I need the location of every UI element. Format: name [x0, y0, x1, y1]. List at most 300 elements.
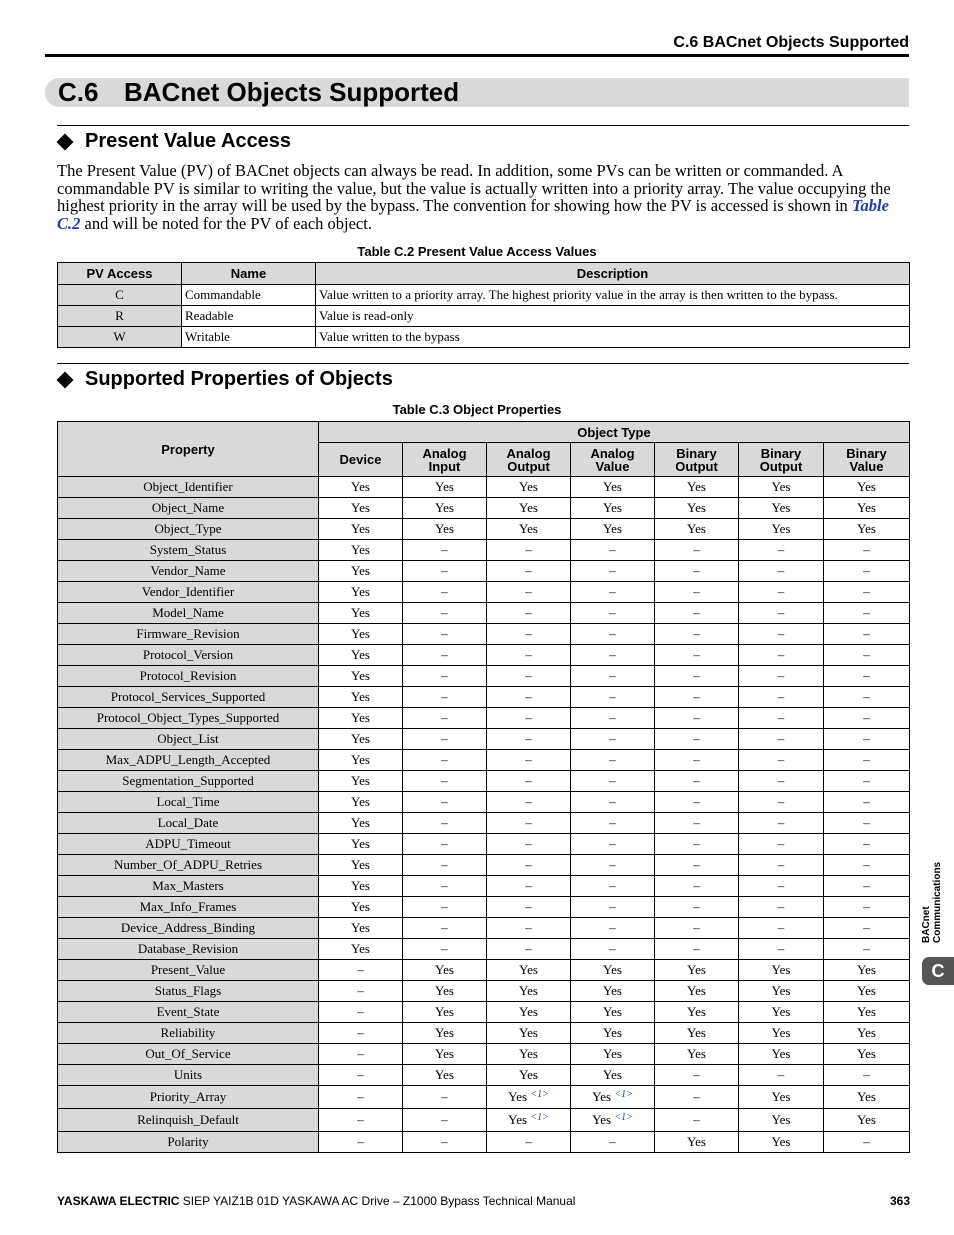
support-cell: –	[571, 897, 655, 918]
support-cell: Yes	[571, 1002, 655, 1023]
support-cell: –	[487, 1132, 571, 1153]
support-cell: –	[571, 666, 655, 687]
support-cell: Yes	[571, 960, 655, 981]
support-cell: –	[824, 939, 910, 960]
footnote-link[interactable]: <1>	[530, 1089, 549, 1100]
support-cell: Yes	[487, 960, 571, 981]
section-heading-properties	[56, 368, 393, 391]
support-cell: –	[487, 855, 571, 876]
column-header-line: Value	[849, 458, 884, 474]
support-cell: –	[655, 708, 739, 729]
property-header: Property	[58, 422, 319, 477]
property-name-cell: Reliability	[58, 1023, 319, 1044]
support-cell: Yes	[403, 960, 487, 981]
support-cell: –	[824, 561, 910, 582]
support-cell: –	[487, 834, 571, 855]
table-caption: Table C.3 Object Properties	[392, 402, 562, 417]
support-cell: –	[824, 813, 910, 834]
support-cell	[487, 1086, 571, 1109]
column-header-line: Binary	[676, 445, 717, 461]
support-cell: –	[739, 897, 824, 918]
footer-brand: YASKAWA ELECTRIC	[57, 1194, 180, 1208]
support-cell: –	[403, 1086, 487, 1109]
support-cell: –	[655, 834, 739, 855]
support-cell: Yes	[487, 1044, 571, 1065]
property-name-cell: Max_Info_Frames	[58, 897, 319, 918]
support-cell: –	[739, 1065, 824, 1086]
support-cell: –	[824, 708, 910, 729]
section-heading-pv-access	[56, 130, 291, 153]
support-cell: –	[571, 834, 655, 855]
page-number: 363	[889, 1194, 910, 1208]
support-cell: –	[739, 561, 824, 582]
column-header-line: Output	[675, 458, 718, 474]
table-row	[58, 687, 910, 708]
table-row	[58, 519, 910, 540]
table-row	[58, 498, 910, 519]
support-cell: –	[739, 750, 824, 771]
support-cell: –	[487, 792, 571, 813]
support-cell: Yes	[655, 981, 739, 1002]
support-cell: –	[319, 960, 403, 981]
property-name-cell: Local_Time	[58, 792, 319, 813]
support-cell: –	[739, 771, 824, 792]
table-header: Name	[182, 263, 316, 285]
support-cell: –	[655, 729, 739, 750]
support-cell: –	[824, 918, 910, 939]
property-name-cell: Vendor_Identifier	[58, 582, 319, 603]
property-name-cell: Firmware_Revision	[58, 624, 319, 645]
column-header-line: Output	[507, 458, 550, 474]
support-cell: –	[655, 561, 739, 582]
support-cell: Yes	[319, 519, 403, 540]
support-value: Yes	[592, 1089, 615, 1104]
support-cell: Yes	[487, 981, 571, 1002]
section-rule	[57, 363, 909, 364]
support-cell: Yes	[655, 1023, 739, 1044]
property-name-cell: Max_ADPU_Length_Accepted	[58, 750, 319, 771]
property-name-cell: Number_Of_ADPU_Retries	[58, 855, 319, 876]
table-row	[58, 792, 910, 813]
support-cell: –	[655, 1065, 739, 1086]
footnote-link[interactable]: <1>	[530, 1112, 549, 1123]
support-cell: –	[824, 834, 910, 855]
support-cell: Yes	[571, 477, 655, 498]
support-cell: Yes	[739, 960, 824, 981]
property-name-cell: Vendor_Name	[58, 561, 319, 582]
support-cell: –	[824, 540, 910, 561]
property-name-cell: Local_Date	[58, 813, 319, 834]
support-cell: –	[655, 540, 739, 561]
support-cell: Yes	[571, 981, 655, 1002]
object-type-column-header	[319, 443, 403, 477]
support-cell: Yes	[824, 1109, 910, 1132]
support-cell: –	[655, 813, 739, 834]
support-cell: –	[487, 897, 571, 918]
table-cell: Value is read-only	[316, 306, 910, 327]
column-header-line: Analog	[422, 445, 467, 461]
support-cell: Yes	[319, 477, 403, 498]
property-name-cell: Relinquish_Default	[58, 1109, 319, 1132]
support-cell: –	[403, 708, 487, 729]
support-cell: –	[824, 855, 910, 876]
support-cell: –	[571, 792, 655, 813]
support-cell: Yes	[319, 624, 403, 645]
column-header-line: Value	[595, 458, 630, 474]
support-cell: –	[739, 687, 824, 708]
support-cell: Yes	[739, 1002, 824, 1023]
support-cell: –	[824, 624, 910, 645]
support-cell: Yes	[824, 981, 910, 1002]
pv-access-table	[57, 262, 910, 348]
object-type-column-header	[739, 443, 824, 477]
table-row	[58, 1002, 910, 1023]
support-cell: –	[403, 897, 487, 918]
table-row	[58, 603, 910, 624]
support-cell: –	[571, 918, 655, 939]
footnote-link[interactable]: <1>	[614, 1112, 633, 1123]
support-cell: –	[824, 792, 910, 813]
column-header-line: Input	[428, 458, 461, 474]
support-cell: Yes	[403, 981, 487, 1002]
support-cell: Yes	[403, 519, 487, 540]
support-cell: –	[319, 1002, 403, 1023]
support-cell: –	[824, 687, 910, 708]
support-cell: Yes	[319, 708, 403, 729]
running-header: C.6 BACnet Objects Supported	[673, 34, 909, 51]
section-rule	[57, 125, 909, 126]
table-row	[58, 561, 910, 582]
chapter-tab[interactable]: C	[922, 957, 954, 985]
support-cell: –	[403, 771, 487, 792]
support-cell: Yes	[319, 897, 403, 918]
support-cell: –	[655, 897, 739, 918]
intro-paragraph	[57, 162, 909, 232]
support-cell: –	[571, 729, 655, 750]
support-cell	[571, 1109, 655, 1132]
support-cell: Yes	[319, 645, 403, 666]
table-cell: W	[58, 327, 182, 348]
support-cell: –	[487, 666, 571, 687]
support-cell: –	[403, 750, 487, 771]
support-cell: –	[824, 1065, 910, 1086]
table-row	[58, 1132, 910, 1153]
support-cell: –	[487, 729, 571, 750]
column-header-line: Analog	[506, 445, 551, 461]
support-cell: –	[655, 624, 739, 645]
table-row	[58, 939, 910, 960]
table-row	[58, 666, 910, 687]
property-name-cell: Present_Value	[58, 960, 319, 981]
table-row	[58, 477, 910, 498]
support-cell: Yes	[319, 855, 403, 876]
column-header-line: Binary	[760, 445, 802, 461]
support-cell: –	[487, 813, 571, 834]
object-properties-table	[57, 421, 910, 1153]
property-name-cell: Protocol_Services_Supported	[58, 687, 319, 708]
support-cell: –	[739, 708, 824, 729]
support-cell: –	[655, 771, 739, 792]
support-cell: Yes	[655, 477, 739, 498]
table-row	[58, 708, 910, 729]
support-cell: –	[739, 834, 824, 855]
table-row	[58, 855, 910, 876]
footer-text: SIEP YAIZ1B 01D YASKAWA AC Drive – Z1000 Bypass Technical Manual	[179, 1194, 576, 1208]
support-cell: –	[487, 687, 571, 708]
support-cell: –	[655, 750, 739, 771]
support-cell: –	[403, 939, 487, 960]
support-cell: –	[403, 1132, 487, 1153]
table-cell: Readable	[182, 306, 316, 327]
table-cell: Commandable	[182, 285, 316, 306]
support-cell: –	[655, 876, 739, 897]
support-cell: Yes	[655, 960, 739, 981]
support-cell: –	[739, 645, 824, 666]
property-name-cell: Object_Identifier	[58, 477, 319, 498]
support-cell: –	[655, 1086, 739, 1109]
support-cell: –	[739, 813, 824, 834]
support-cell: Yes	[739, 498, 824, 519]
support-cell: Yes	[571, 519, 655, 540]
support-cell: –	[571, 771, 655, 792]
table-row	[58, 813, 910, 834]
object-type-column-header	[487, 443, 571, 477]
table-row	[58, 306, 910, 327]
support-cell: –	[487, 645, 571, 666]
support-cell: –	[824, 645, 910, 666]
support-value: Yes	[508, 1112, 531, 1127]
support-cell: Yes	[824, 1023, 910, 1044]
support-value: Yes	[592, 1112, 615, 1127]
support-cell: –	[403, 603, 487, 624]
support-cell: –	[824, 603, 910, 624]
support-cell: Yes	[319, 540, 403, 561]
paragraph-text: The Present Value (PV) of BACnet objects can always be read. In addition, some PVs can be written or commanded. A commandable PV is similar to writing the value, but the value is actually written into a priority array. The value occupying the highest priority in the array will be used by the bypass. The convention for showing how the PV is accessed is shown in	[57, 161, 891, 216]
table-cell: Value written to a priority array. The highest priority value in the array is then written to the bypass.	[316, 285, 910, 306]
support-cell: –	[319, 1109, 403, 1132]
support-cell: Yes	[319, 876, 403, 897]
support-cell: –	[403, 918, 487, 939]
side-tab-line1: BACnet	[921, 906, 932, 943]
support-cell: –	[655, 855, 739, 876]
table-row	[58, 582, 910, 603]
support-cell: –	[655, 939, 739, 960]
support-cell: –	[403, 540, 487, 561]
table-cell: R	[58, 306, 182, 327]
support-cell: –	[571, 624, 655, 645]
property-name-cell: Priority_Array	[58, 1086, 319, 1109]
table-row	[58, 285, 910, 306]
support-cell: –	[319, 1132, 403, 1153]
support-cell: Yes	[824, 960, 910, 981]
support-cell: –	[824, 750, 910, 771]
table-cell: C	[58, 285, 182, 306]
support-cell: –	[571, 939, 655, 960]
support-cell: –	[739, 792, 824, 813]
support-cell: –	[739, 876, 824, 897]
support-cell: –	[487, 624, 571, 645]
support-cell: –	[403, 792, 487, 813]
support-cell: –	[571, 855, 655, 876]
support-cell: –	[571, 603, 655, 624]
support-cell: Yes	[403, 1065, 487, 1086]
table-row	[58, 834, 910, 855]
support-cell: –	[403, 561, 487, 582]
support-cell: –	[824, 771, 910, 792]
column-header-line: Binary	[846, 445, 887, 461]
title-text: BACnet Objects Supported	[124, 77, 460, 107]
table-row	[58, 729, 910, 750]
property-name-cell: Polarity	[58, 1132, 319, 1153]
support-cell: Yes	[403, 1002, 487, 1023]
side-tab-line2: Communications	[932, 861, 943, 943]
support-cell: Yes	[319, 813, 403, 834]
property-name-cell: Protocol_Version	[58, 645, 319, 666]
support-cell: Yes	[319, 792, 403, 813]
support-cell: –	[739, 918, 824, 939]
support-cell: –	[487, 750, 571, 771]
property-name-cell: Object_Name	[58, 498, 319, 519]
support-cell: –	[403, 624, 487, 645]
diamond-bullet-icon	[57, 371, 74, 388]
support-cell: Yes	[824, 477, 910, 498]
support-cell: Yes	[403, 477, 487, 498]
table-row	[58, 1086, 910, 1109]
support-cell: –	[487, 771, 571, 792]
support-cell: Yes	[319, 498, 403, 519]
property-name-cell: Status_Flags	[58, 981, 319, 1002]
support-cell: Yes	[487, 1002, 571, 1023]
support-cell: Yes	[319, 771, 403, 792]
support-cell: –	[403, 645, 487, 666]
support-cell: –	[319, 1044, 403, 1065]
support-cell: Yes	[824, 1086, 910, 1109]
support-cell: –	[571, 750, 655, 771]
support-cell: Yes	[655, 1132, 739, 1153]
table-row	[58, 918, 910, 939]
support-cell: –	[487, 582, 571, 603]
table-row	[58, 960, 910, 981]
property-name-cell: Out_Of_Service	[58, 1044, 319, 1065]
section-heading-text: Supported Properties of Objects	[85, 368, 393, 390]
object-type-column-header	[403, 443, 487, 477]
table-header: Description	[316, 263, 910, 285]
support-cell: –	[824, 1132, 910, 1153]
support-cell: Yes	[319, 834, 403, 855]
support-cell: –	[739, 540, 824, 561]
table-cell: Value written to the bypass	[316, 327, 910, 348]
property-name-cell: Units	[58, 1065, 319, 1086]
support-cell: –	[739, 939, 824, 960]
title-number: C.6	[58, 77, 99, 107]
support-cell: Yes	[319, 687, 403, 708]
support-cell: Yes	[739, 519, 824, 540]
table-row	[58, 897, 910, 918]
support-cell: –	[403, 855, 487, 876]
support-cell: Yes	[739, 1132, 824, 1153]
object-type-column-header	[655, 443, 739, 477]
table-cell: Writable	[182, 327, 316, 348]
support-cell: –	[403, 876, 487, 897]
support-cell: Yes	[655, 1044, 739, 1065]
table-row	[58, 624, 910, 645]
support-cell: Yes	[319, 603, 403, 624]
table-c2-link[interactable]: Table C.2	[57, 196, 889, 233]
support-value: Yes	[508, 1089, 531, 1104]
property-name-cell: Object_List	[58, 729, 319, 750]
footnote-link[interactable]: <1>	[614, 1089, 633, 1100]
support-cell: –	[739, 624, 824, 645]
property-name-cell: Object_Type	[58, 519, 319, 540]
table-row	[58, 540, 910, 561]
support-cell: Yes	[319, 666, 403, 687]
table-caption: Table C.2 Present Value Access Values	[357, 244, 597, 259]
table-row	[58, 1023, 910, 1044]
property-name-cell: Database_Revision	[58, 939, 319, 960]
support-cell: Yes	[739, 1044, 824, 1065]
support-cell: –	[487, 708, 571, 729]
support-cell: Yes	[739, 1109, 824, 1132]
support-cell: Yes	[739, 477, 824, 498]
support-cell: Yes	[655, 498, 739, 519]
support-cell: –	[403, 834, 487, 855]
table-row	[58, 876, 910, 897]
object-type-column-header	[824, 443, 910, 477]
table-row	[58, 645, 910, 666]
page-title	[58, 77, 459, 108]
support-cell: –	[319, 1023, 403, 1044]
object-type-header: Object Type	[319, 422, 910, 443]
support-cell: –	[824, 582, 910, 603]
support-cell: Yes	[403, 498, 487, 519]
support-cell: –	[739, 729, 824, 750]
support-cell: –	[487, 540, 571, 561]
column-header-line: Analog	[590, 445, 635, 461]
support-cell: Yes	[319, 582, 403, 603]
support-cell: Yes	[487, 1023, 571, 1044]
support-cell	[571, 1086, 655, 1109]
support-cell: –	[487, 876, 571, 897]
support-cell	[487, 1109, 571, 1132]
support-cell: Yes	[487, 477, 571, 498]
support-cell: –	[655, 645, 739, 666]
support-cell: Yes	[319, 561, 403, 582]
support-cell: –	[824, 876, 910, 897]
table-row	[58, 771, 910, 792]
support-cell: –	[824, 897, 910, 918]
property-name-cell: ADPU_Timeout	[58, 834, 319, 855]
support-cell: –	[655, 582, 739, 603]
support-cell: Yes	[487, 519, 571, 540]
support-cell: Yes	[824, 519, 910, 540]
support-cell: –	[571, 540, 655, 561]
property-name-cell: System_Status	[58, 540, 319, 561]
support-cell: Yes	[824, 1002, 910, 1023]
property-name-cell: Segmentation_Supported	[58, 771, 319, 792]
table-row	[58, 750, 910, 771]
support-cell: –	[739, 666, 824, 687]
object-type-column-header	[571, 443, 655, 477]
support-cell: –	[571, 1132, 655, 1153]
support-cell: –	[487, 918, 571, 939]
table-header: PV Access	[58, 263, 182, 285]
support-cell: –	[487, 603, 571, 624]
property-name-cell: Model_Name	[58, 603, 319, 624]
section-heading-text: Present Value Access	[85, 130, 292, 152]
support-cell: –	[655, 918, 739, 939]
support-cell: Yes	[824, 1044, 910, 1065]
table-row	[58, 327, 910, 348]
